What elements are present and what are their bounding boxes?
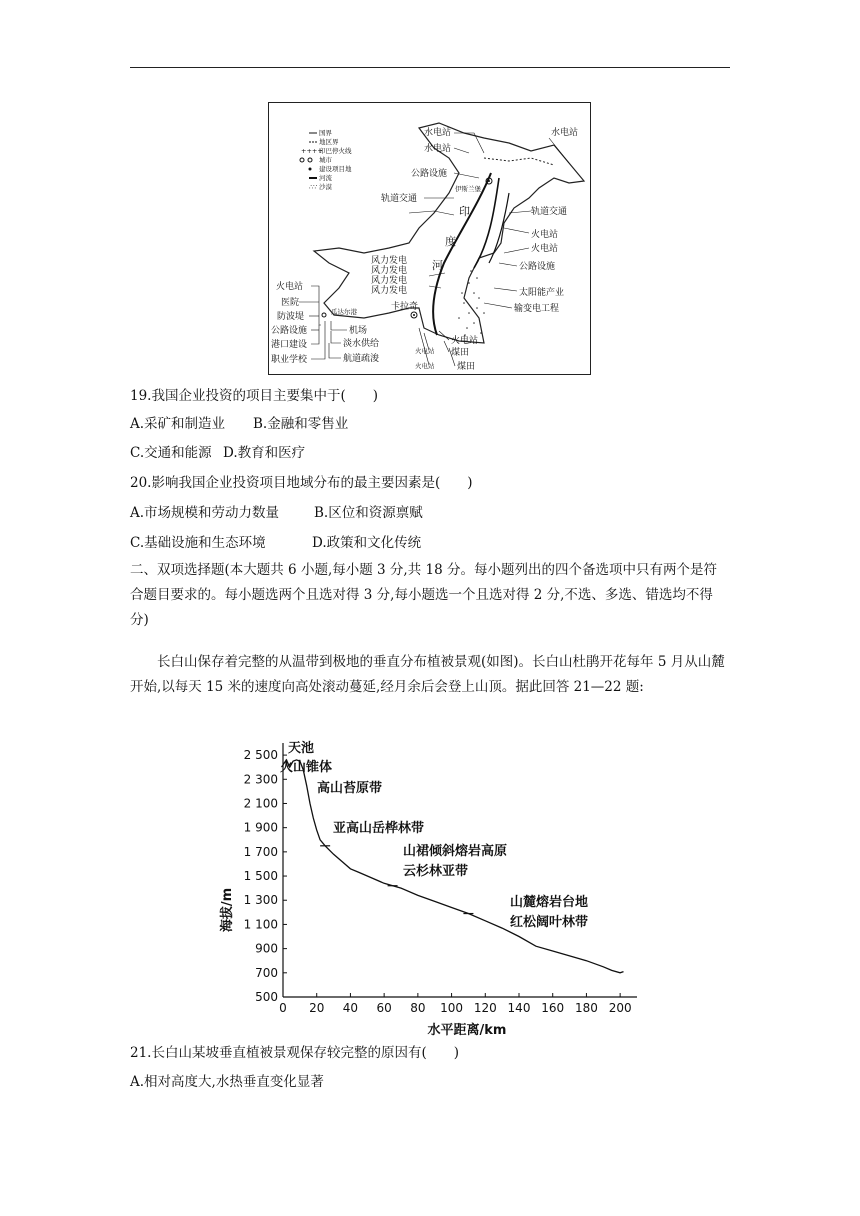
annot-tianchi: 天池: [288, 741, 315, 756]
label-breakwater: 防波堤: [277, 312, 305, 322]
label-thermal: 火电站: [531, 244, 559, 254]
label-gwadar: 瓜达尔港: [331, 308, 357, 316]
label-thermal: 火电站: [415, 362, 435, 370]
label-coal: 煤田: [457, 362, 476, 372]
q20-option-d[interactable]: D.政策和文化传统: [312, 535, 422, 551]
x-tick-label: 120: [473, 1001, 497, 1015]
q19-option-a[interactable]: A.采矿和制造业: [130, 416, 226, 432]
svg-text:河流: 河流: [319, 174, 332, 182]
label-hydro: 水电站: [424, 144, 452, 154]
annot-lava-plateau: 山裙倾斜熔岩高原: [403, 844, 508, 859]
q21-option-a[interactable]: A.相对高度大,水热垂直变化显著: [130, 1074, 324, 1090]
q20-option-b[interactable]: B.区位和资源禀赋: [314, 505, 423, 521]
label-indus: 度: [445, 235, 456, 248]
svg-text:∴∵: ∴∵: [309, 183, 318, 191]
label-coal: 煤田: [451, 348, 470, 358]
label-hydro: 水电站: [551, 128, 579, 138]
y-ticks: [244, 748, 287, 1004]
x-tick-label: 60: [376, 1001, 392, 1015]
y-tick-label: 1 500: [243, 869, 278, 884]
annot-spruce-forest: 云杉林亚带: [403, 864, 469, 879]
y-tick-label: 500: [255, 990, 278, 1004]
label-solar: 太阳能产业: [519, 288, 565, 298]
q20-option-c[interactable]: C.基础设施和生态环境: [130, 535, 266, 551]
label-wind: 风力发电: [371, 276, 408, 286]
x-tick-label: 140: [507, 1001, 531, 1015]
svg-text:沙漠: 沙漠: [319, 183, 332, 191]
x-tick-label: 20: [309, 1001, 325, 1015]
y-axis-label: 海拔/m: [220, 887, 235, 933]
annot-volcanic-cone: 火山锥体: [280, 760, 333, 775]
y-tick-label: 1 900: [243, 820, 278, 835]
label-rail: 轨道交通: [381, 194, 418, 204]
pakistan-project-map: [268, 102, 591, 375]
label-karachi: 卡拉奇: [391, 302, 419, 312]
x-tick-label: 80: [410, 1001, 426, 1015]
label-road: 公路设施: [519, 262, 556, 272]
annot-lava-platform: 山麓熔岩台地: [510, 895, 589, 910]
gwadar-marker: [322, 313, 326, 317]
section-2-intro: 长白山保存着完整的从温带到极地的垂直分布植被景观(如图)。长白山杜鹃开花每年 5 月从山麓开始,以每天 15 米的速度向高处滚动蔓延,经月余后会登上山顶。据此回答 21—22 题:: [130, 654, 725, 695]
svg-text:建设项目地: 建设项目地: [319, 165, 352, 173]
svg-text:国界: 国界: [319, 129, 332, 137]
q19-option-d[interactable]: D.教育和医疗: [223, 445, 306, 461]
label-wind: 风力发电: [371, 286, 408, 296]
x-axis-label: 水平距离/km: [427, 1023, 507, 1038]
x-tick-label: 40: [342, 1001, 359, 1015]
label-thermal: 火电站: [276, 282, 304, 292]
q20-option-a[interactable]: A.市场规模和劳动力数量: [130, 505, 280, 521]
label-rail: 轨道交通: [531, 207, 568, 217]
label-wind: 风力发电: [371, 256, 408, 266]
label-school: 职业学校: [271, 355, 308, 365]
label-indus: 印: [459, 205, 470, 218]
section-2-heading: 二、双项选择题(本大题共 6 小题,每小题 3 分,共 18 分。每小题列出的四个备选项中只有两个是符合题目要求的。每小题选两个且选对得 3 分,每小题选一个且选对得 2 分,不选、多选、错选均不得分): [130, 562, 717, 628]
q20-stem: 20.影响我国企业投资项目地域分布的最主要因素是( ): [130, 475, 473, 491]
annot-birch-forest: 亚高山岳桦林带: [333, 821, 425, 836]
y-tick-label: 900: [255, 941, 278, 956]
changbai-elevation-chart: [215, 735, 645, 1040]
indus-river: [433, 173, 491, 335]
y-tick-label: 2 100: [243, 796, 278, 811]
label-hydro: 水电站: [424, 128, 452, 138]
label-wind: 风力发电: [371, 266, 408, 276]
label-road: 公路设施: [271, 326, 308, 336]
header-rule: [130, 67, 730, 68]
svg-text:印巴停火线: 印巴停火线: [319, 147, 352, 155]
x-tick-label: 200: [608, 1001, 632, 1015]
label-hospital: 医院: [281, 298, 300, 308]
q19-option-b[interactable]: B.金融和零售业: [253, 416, 349, 432]
label-indus: 河: [432, 259, 443, 272]
y-tick-label: 2 500: [243, 748, 278, 763]
y-tick-label: 2 300: [243, 772, 278, 787]
label-road: 公路设施: [411, 169, 448, 179]
chart-svg: [215, 735, 645, 1040]
y-tick-label: 1 700: [243, 844, 278, 859]
y-tick-label: 1 100: [243, 917, 278, 932]
x-tick-label: 180: [574, 1001, 598, 1015]
label-airport: 机场: [349, 326, 368, 336]
label-port: 港口建设: [271, 340, 308, 350]
y-tick-label: 700: [255, 965, 278, 980]
annot-alpine-tundra: 高山苔原带: [317, 781, 383, 796]
x-tick-label: 100: [440, 1001, 464, 1015]
ceasefire-line: [484, 158, 554, 165]
y-tick-label: 1 300: [243, 893, 278, 908]
label-thermal: 火电站: [451, 336, 479, 346]
svg-text:地区界: 地区界: [319, 138, 339, 146]
q19-stem: 19.我国企业投资的项目主要集中于( ): [130, 388, 379, 404]
svg-text:++++: ++++: [301, 147, 323, 155]
label-water: 淡水供给: [343, 339, 380, 349]
annot-pine-broadleaf: 红松阔叶林带: [510, 915, 589, 930]
q21-stem: 21.长白山某坡垂直植被景观保存较完整的原因有( ): [130, 1045, 460, 1061]
map-legend: [300, 128, 352, 191]
label-thermal: 火电站: [531, 230, 559, 240]
label-islamabad: 伊斯兰堡: [455, 185, 481, 193]
label-thermal: 火电站: [415, 347, 435, 355]
svg-text:城市: 城市: [319, 156, 332, 164]
x-tick-label: 0: [279, 1001, 287, 1015]
x-tick-label: 160: [541, 1001, 565, 1015]
x-ticks: [279, 993, 631, 1015]
label-channel: 航道疏浚: [343, 354, 380, 364]
map-svg: [269, 103, 589, 373]
label-transmission: 输变电工程: [514, 304, 560, 314]
q19-option-c[interactable]: C.交通和能源: [130, 445, 212, 461]
